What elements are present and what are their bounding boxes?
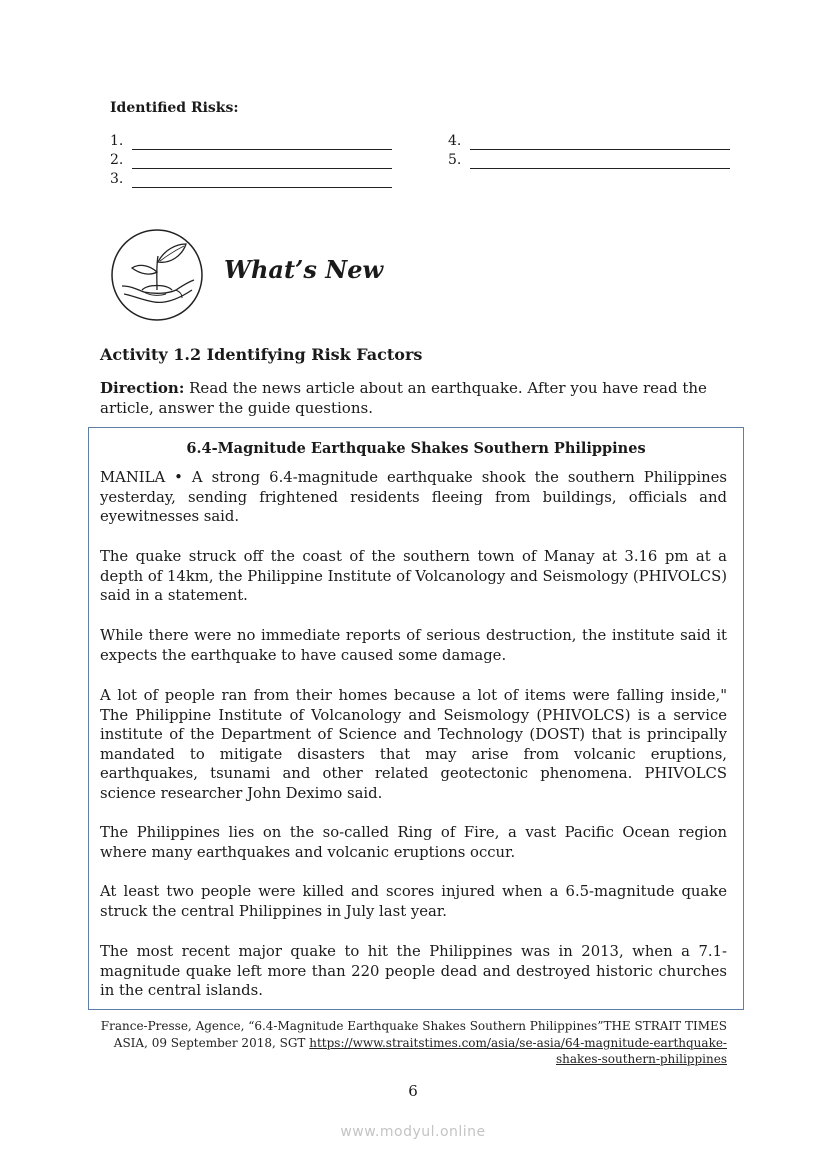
risk-blank-field[interactable] xyxy=(132,136,392,150)
article-title: 6.4-Magnitude Earthquake Shakes Southern Philippines xyxy=(186,440,646,457)
page-number: 6 xyxy=(408,1082,418,1100)
citation-link[interactable]: https://www.straitstimes.com/asia/se-asia/64-magnitude-earthquake-shakes-southern-philippines xyxy=(309,1035,727,1066)
risk-number: 4. xyxy=(448,133,462,149)
article-paragraph: The quake struck off the coast of the southern town of Manay at 3.16 pm at a depth of 14km, the Philippine Institute of Volcanology and Seismology (PHIVOLCS) said in a statement. xyxy=(100,548,727,605)
direction-body: Read the news article about an earthquake. After you have read the article, answer the guide questions. xyxy=(100,379,707,417)
activity-title: Activity 1.2 Identifying Risk Factors xyxy=(100,345,423,364)
risk-number: 1. xyxy=(110,133,124,149)
article-paragraph: At least two people were killed and scores injured when a 6.5-magnitude quake struck the central Philippines in July last year. xyxy=(100,883,727,920)
risk-blank-field[interactable] xyxy=(470,136,730,150)
identified-risks-heading: Identified Risks: xyxy=(110,100,239,116)
citation-text: France-Presse, Agence, “6.4-Magnitude Earthquake Shakes Southern Philippines”THE STRAIT TIMES ASIA, 09 September 2018, SGT xyxy=(100,1019,727,1050)
direction-text xyxy=(100,379,730,418)
article-paragraph: MANILA • A strong 6.4-magnitude earthquake shook the southern Philippines yesterday, sending frightened residents fleeing from buildings, officials and eyewitnesses said. xyxy=(100,469,727,526)
risk-line-2 xyxy=(110,151,392,169)
section-title: What’s New xyxy=(224,255,384,284)
citation xyxy=(100,1018,727,1068)
article-paragraph: While there were no immediate reports of serious destruction, the institute said it expects the earthquake to have caused some damage. xyxy=(100,627,727,664)
risk-line-3 xyxy=(110,170,392,188)
risk-blank-field[interactable] xyxy=(470,155,730,169)
hand-holding-plant-icon xyxy=(110,228,204,322)
risk-number: 3. xyxy=(110,171,124,187)
risk-number: 5. xyxy=(448,152,462,168)
risk-line-4 xyxy=(448,132,730,150)
direction-label: Direction: xyxy=(100,379,185,397)
risk-line-5 xyxy=(448,151,730,169)
risk-blank-field[interactable] xyxy=(132,174,392,188)
risk-line-1 xyxy=(110,132,392,150)
article-paragraph: A lot of people ran from their homes because a lot of items were falling inside," The Philippine Institute of Volcanology and Seismology (PHIVOLCS) is a service institute of the Department of Science and Technology (DOST) that is principally mandated to mitigate disasters that may arise from volcanic eruptions, earthquakes, tsunami and other related geotectonic phenomena. PHIVOLCS science researcher John Deximo said. xyxy=(100,687,727,802)
article-paragraph: The most recent major quake to hit the Philippines was in 2013, when a 7.1-magnitude quake left more than 220 people dead and destroyed historic churches in the central islands. xyxy=(100,943,727,1000)
risk-blank-field[interactable] xyxy=(132,155,392,169)
article-paragraph: The Philippines lies on the so-called Ring of Fire, a vast Pacific Ocean region where many earthquakes and volcanic eruptions occur. xyxy=(100,824,727,861)
watermark: www.modyul.online xyxy=(340,1124,486,1140)
risk-number: 2. xyxy=(110,152,124,168)
